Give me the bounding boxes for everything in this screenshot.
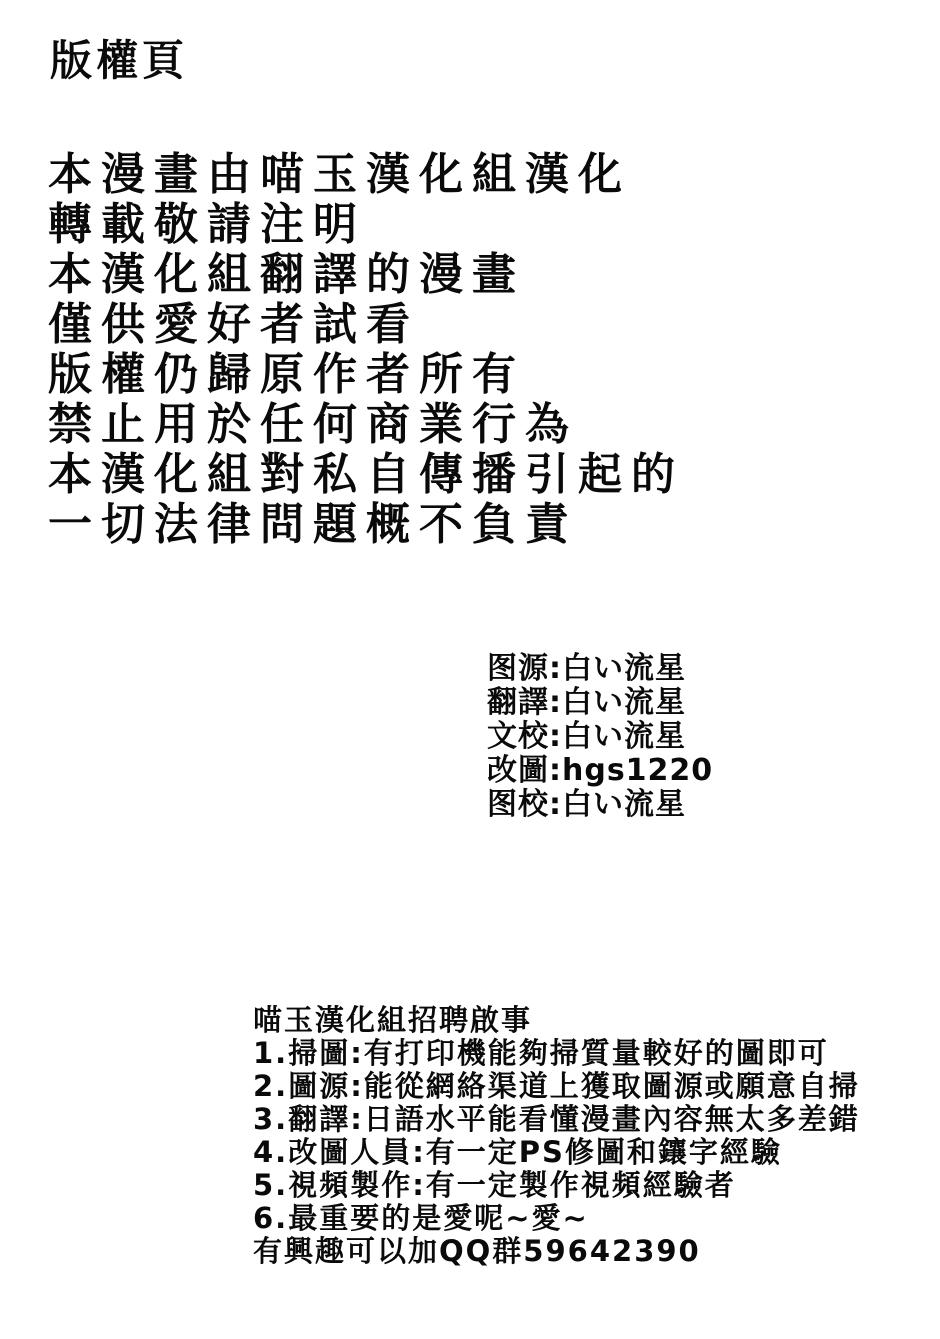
notice-line: 本漢化組翻譯的漫畫: [48, 249, 525, 300]
credit-line-translation: 翻譯:白い流星: [487, 685, 686, 720]
recruitment-contact: 有興趣可以加QQ群59642390: [253, 1234, 701, 1268]
recruitment-item: 1.掃圖:有打印機能夠掃質量較好的圖即可: [253, 1036, 829, 1070]
recruitment-item: 6.最重要的是愛呢~愛~: [253, 1201, 589, 1235]
notice-line: 轉載敬請注明: [48, 199, 366, 250]
staff-credits-block: [487, 652, 713, 822]
credit-line-image-check: 图校:白い流星: [487, 787, 686, 822]
recruitment-heading: 喵玉漢化組招聘啟事: [253, 1003, 533, 1037]
notice-line: 本漫畫由喵玉漢化組漢化: [48, 149, 631, 200]
notice-line: 版權仍歸原作者所有: [48, 349, 525, 400]
recruitment-item: 3.翻譯:日語水平能看懂漫畫內容無太多差錯: [253, 1102, 860, 1136]
copyright-notice-block: [48, 150, 684, 550]
page-title: 版權頁: [50, 36, 189, 85]
credit-line-image-source: 图源:白い流星: [487, 651, 686, 686]
recruitment-item: 5.視頻製作:有一定製作視頻經驗者: [253, 1168, 736, 1202]
notice-line: 一切法律問題概不負責: [48, 499, 578, 550]
recruitment-item: 2.圖源:能從網絡渠道上獲取圖源或願意自掃: [253, 1069, 860, 1103]
notice-line: 禁止用於任何商業行為: [48, 399, 578, 450]
credit-line-proofreading: 文校:白い流星: [487, 719, 686, 754]
notice-line: 僅供愛好者試看: [48, 299, 419, 350]
notice-line: 本漢化組對私自傳播引起的: [48, 449, 684, 500]
recruitment-item: 4.改圖人員:有一定PS修圖和鑲字經驗: [253, 1135, 782, 1169]
credit-line-editing: 改圖:hgs1220: [487, 753, 714, 788]
recruitment-notice-block: [253, 1004, 860, 1268]
